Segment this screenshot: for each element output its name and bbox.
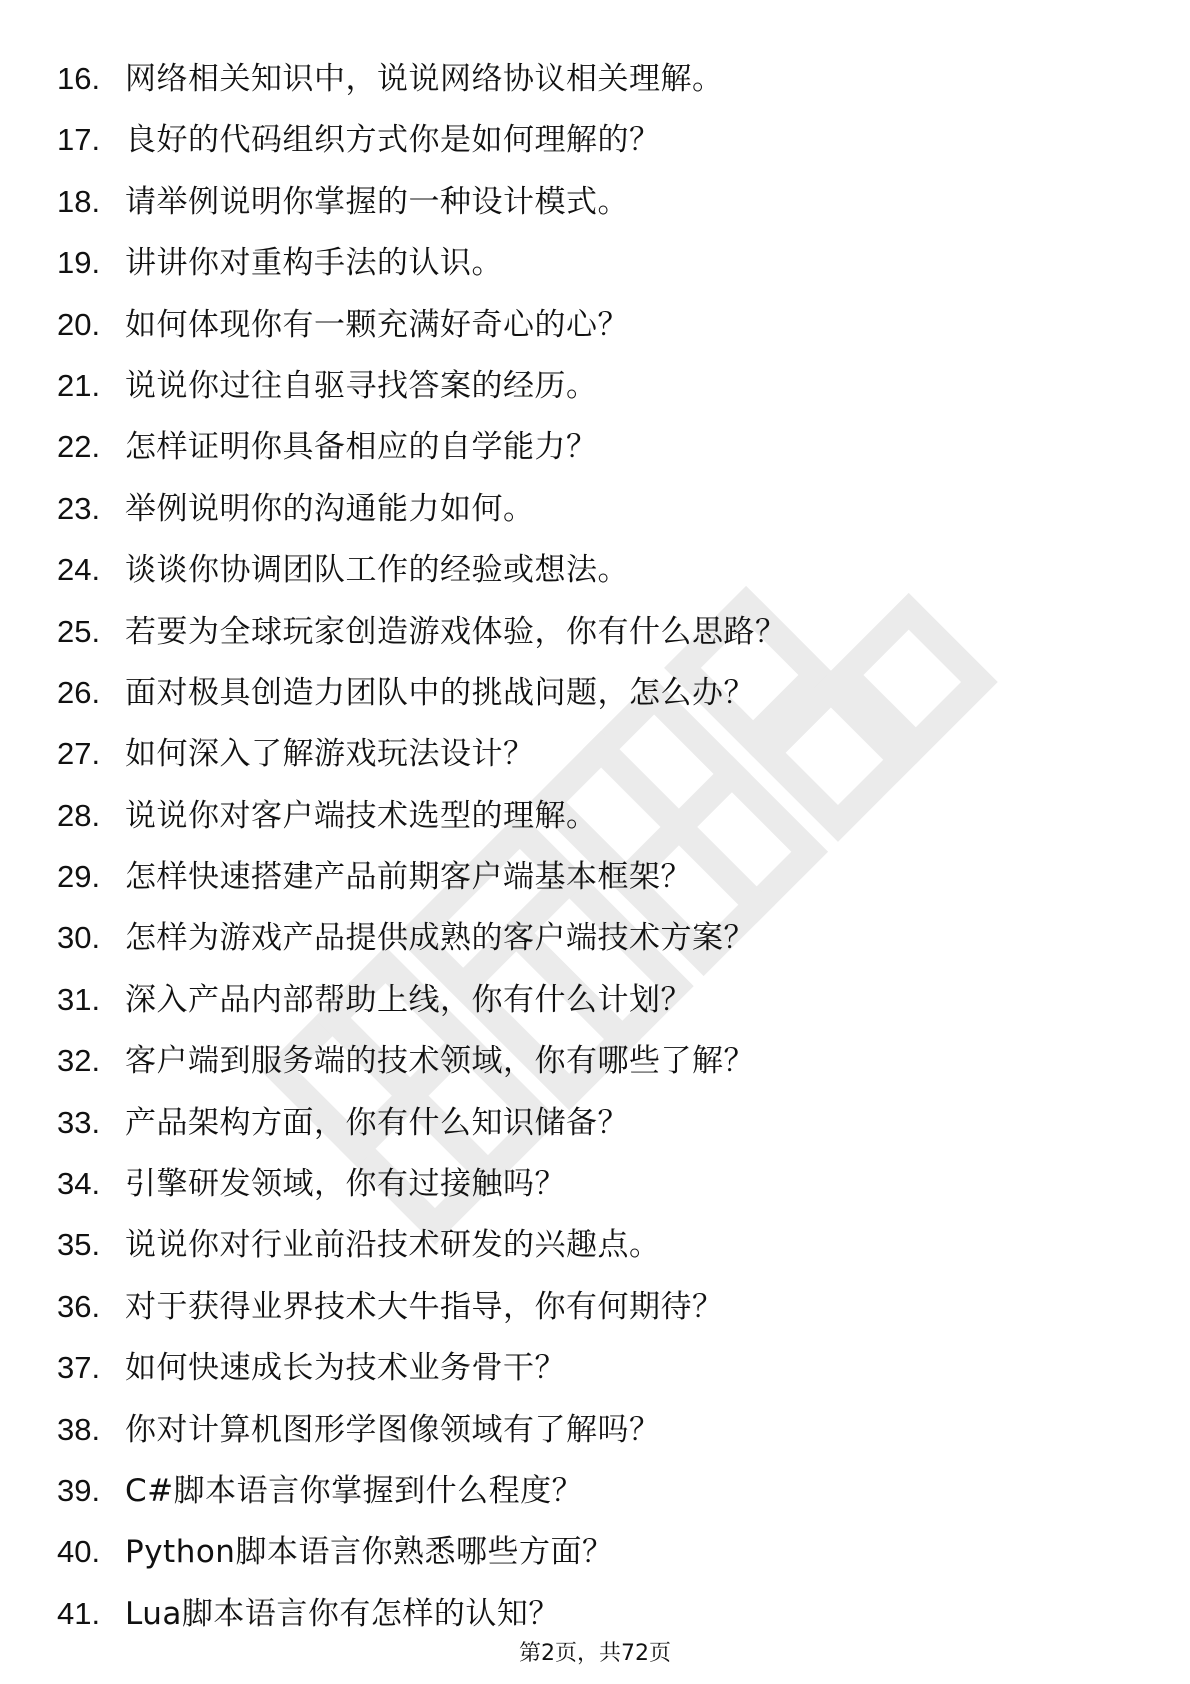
page-footer: [0, 1636, 1190, 1667]
question-text: 若要为全球玩家创造游戏体验，你有什么思路？: [125, 613, 787, 650]
question-item: [57, 294, 787, 355]
question-item: [57, 601, 787, 662]
question-text: 如何快速成长为技术业务骨干？: [125, 1350, 566, 1387]
question-text: 谈谈你协调团队工作的经验或想法。: [125, 552, 629, 589]
question-number: 29.: [57, 859, 101, 895]
question-number: 38.: [57, 1411, 101, 1447]
question-item: [57, 1399, 787, 1460]
question-item: [57, 232, 787, 293]
question-number: 26.: [57, 674, 101, 710]
question-item: [57, 1337, 787, 1398]
question-list: [57, 48, 787, 1644]
question-item: [57, 723, 787, 784]
question-text: 良好的代码组织方式你是如何理解的？: [125, 122, 661, 159]
question-text: 如何体现你有一颗充满好奇心的心？: [125, 306, 629, 343]
question-text: 引擎研发领域，你有过接触吗？: [125, 1166, 566, 1203]
question-text: 你对计算机图形学图像领域有了解吗？: [125, 1411, 661, 1448]
question-item: [57, 1092, 787, 1153]
question-text: 网络相关知识中，说说网络协议相关理解。: [125, 61, 724, 97]
question-number: 27.: [57, 736, 101, 772]
question-item: [57, 109, 787, 170]
question-number: 17.: [57, 122, 101, 158]
question-text: 说说你对行业前沿技术研发的兴趣点。: [125, 1227, 661, 1264]
question-item: [57, 1153, 787, 1214]
question-text: Python脚本语言你熟悉哪些方面？: [125, 1534, 614, 1571]
question-item: [57, 478, 787, 539]
question-number: 33.: [57, 1104, 101, 1140]
question-number: 30.: [57, 920, 101, 956]
question-number: 16.: [57, 61, 101, 96]
question-text: C#脚本语言你掌握到什么程度？: [125, 1472, 584, 1509]
question-text: 深入产品内部帮助上线，你有什么计划？: [125, 981, 692, 1018]
question-item: [57, 1521, 787, 1582]
question-number: 36.: [57, 1288, 101, 1324]
question-number: 35.: [57, 1227, 101, 1263]
question-item: [57, 1276, 787, 1337]
question-item: [57, 539, 787, 600]
question-text: 客户端到服务端的技术领域，你有哪些了解？: [125, 1043, 755, 1080]
question-item: [57, 171, 787, 232]
question-text: 讲讲你对重构手法的认识。: [125, 245, 503, 282]
question-item: [57, 969, 787, 1030]
question-number: 28.: [57, 797, 101, 833]
question-number: 41.: [57, 1595, 101, 1631]
question-number: 24.: [57, 552, 101, 588]
question-text: 说说你过往自驱寻找答案的经历。: [125, 367, 598, 404]
question-text: 怎样证明你具备相应的自学能力？: [125, 429, 598, 466]
question-number: 23.: [57, 490, 101, 526]
question-number: 18.: [57, 183, 101, 219]
question-text: 面对极具创造力团队中的挑战问题，怎么办？: [125, 674, 755, 711]
question-item: [57, 907, 787, 968]
question-text: 怎样快速搭建产品前期客户端基本框架？: [125, 859, 692, 896]
question-item: [57, 1030, 787, 1091]
question-item: [57, 416, 787, 477]
question-number: 40.: [57, 1534, 101, 1570]
question-item: [57, 48, 787, 109]
question-number: 31.: [57, 981, 101, 1017]
question-item: [57, 1460, 787, 1521]
question-item: [57, 785, 787, 846]
question-item: [57, 846, 787, 907]
question-item: [57, 1214, 787, 1275]
question-item: [57, 355, 787, 416]
question-number: 19.: [57, 245, 101, 281]
question-text: 对于获得业界技术大牛指导，你有何期待？: [125, 1288, 724, 1325]
question-item: [57, 662, 787, 723]
question-text: 说说你对客户端技术选型的理解。: [125, 797, 598, 834]
question-number: 22.: [57, 429, 101, 465]
question-item: [57, 1583, 787, 1644]
question-number: 37.: [57, 1350, 101, 1386]
question-text: 产品架构方面，你有什么知识储备？: [125, 1104, 629, 1141]
question-text: Lua脚本语言你有怎样的认知？: [125, 1595, 560, 1632]
page-number-label: 第2页，共72页: [519, 1641, 671, 1666]
question-number: 39.: [57, 1472, 101, 1508]
question-text: 怎样为游戏产品提供成熟的客户端技术方案？: [125, 920, 755, 957]
question-text: 举例说明你的沟通能力如何。: [125, 490, 535, 527]
question-text: 如何深入了解游戏玩法设计？: [125, 736, 535, 773]
question-number: 21.: [57, 367, 101, 403]
question-text: 请举例说明你掌握的一种设计模式。: [125, 183, 629, 220]
question-number: 20.: [57, 306, 101, 342]
question-number: 25.: [57, 613, 101, 649]
question-number: 32.: [57, 1043, 101, 1079]
question-number: 34.: [57, 1166, 101, 1202]
